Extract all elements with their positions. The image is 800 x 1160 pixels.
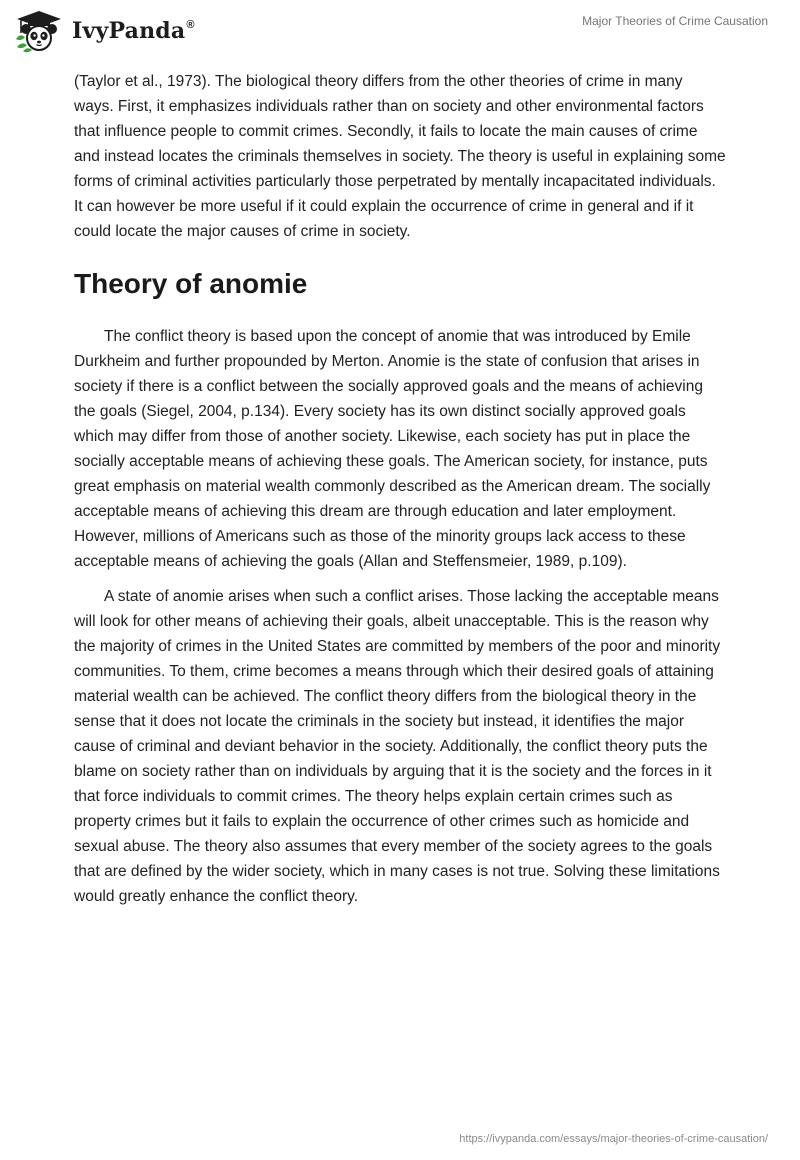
registered-mark: ®	[186, 19, 195, 31]
paragraph-anomie-conflict: A state of anomie arises when such a conflict arises. Those lacking the acceptable means will look for other means of achieving their goals, albeit unacceptable. This is the reason why the majority of crimes in the United States are committed by members of the poor and minority communities. To them, crime becomes a means through which their desired goals of attaining material wealth can be achieved. The conflict theory differs from the biological theory in the sense that it does not locate the criminals in the society but instead, it identifies the major cause of criminal and deviant behavior in the society. Additionally, the conflict theory puts the blame on society rather than on individuals by arguing that it is the society and the forces in it that force individuals to commit crimes. The theory helps explain certain crimes such as property crimes but it fails to explain the occurrence of other crimes such as homicide and sexual abuse. The theory also assumes that every member of the society agrees to the goals that are defined by the wider society, which in many cases is not true. Solving these limitations would greatly enhance the conflict theory.	[74, 588, 721, 905]
document-title: Major Theories of Crime Causation	[582, 14, 768, 28]
section-heading: Theory of anomie	[74, 268, 308, 299]
brand-name: IvyPanda®	[72, 18, 195, 44]
intro-paragraph: (Taylor et al., 1973). The biological theory differs from the other theories of crime in many ways. First, it emphasizes individuals rather than on society and other environmental factors that influence people to commit crimes. Secondly, it fails to locate the main causes of crime and instead locates the criminals themselves in society. The theory is useful in explaining some forms of criminal activities particularly those perpetrated by mentally incapacitated individuals. It can however be more useful if it could explain the occurrence of crime in general and if it could locate the major causes of crime in society.	[74, 73, 726, 240]
paragraph-anomie-concept: The conflict theory is based upon the concept of anomie that was introduced by Emile Durkheim and further propounded by Merton. Anomie is the state of confusion that arises in society if there is a conflict between the socially approved goals and the means of achieving the goals (Siegel, 2004, p.134). Every society has its own distinct socially approved goals which may differ from those of another society. Likewise, each society has put in place the socially acceptable means of achieving these goals. The American society, for instance, puts great emphasis on material wealth commonly described as the American dream. The socially acceptable means of achieving this dream are through education and later employment. However, millions of Americans such as those of the minority groups lack access to these acceptable means of achieving the goals (Allan and Steffensmeier, 1989, p.109).	[74, 328, 711, 570]
source-url[interactable]: https://ivypanda.com/essays/major-theories-of-crime-causation/	[459, 1133, 768, 1145]
panda-graduate-icon	[14, 9, 64, 53]
page-header	[0, 0, 800, 60]
essay-content	[74, 69, 726, 909]
ivypanda-logo[interactable]	[14, 8, 195, 54]
